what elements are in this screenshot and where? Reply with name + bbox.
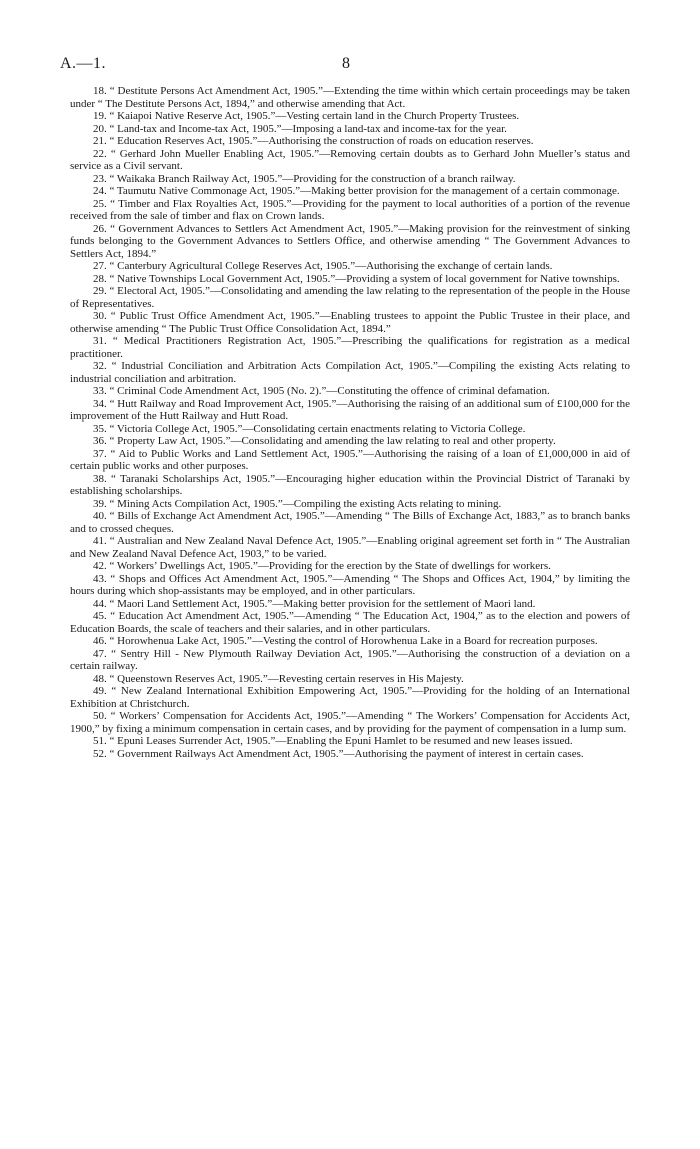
act-entry: 19. “ Kaiapoi Native Reserve Act, 1905.”—Vesting certain land in the Church Property Trustees. xyxy=(93,110,520,122)
act-entry: 21. “ Education Reserves Act, 1905.”—Authorising the construction of roads on education reserves. xyxy=(93,135,534,147)
act-entry: 39. “ Mining Acts Compilation Act, 1905.”—Compiling the existing Acts relating to mining. xyxy=(93,497,502,510)
act-entry: 45. “ Education Act Amendment Act, 1905.”—Amending “ The Education Act, 1904,” as to the election and powers of Education Boards, the scale of teachers and their salaries, and in other particulars. xyxy=(70,610,630,635)
act-entry: 43. “ Shops and Offices Act Amendment Act, 1905.”—Amending “ The Shops and Offices Act, 1904,” by limiting the hours during which shop-assistants may be employed, and in other particulars. xyxy=(70,572,630,597)
act-entry: 50. “ Workers’ Compensation for Accidents Act, 1905.”—Amending “ The Workers’ Compensation for Accidents Act, 1900,” by fixing a minimum compensation in certain cases, and by providing for the payment of compensation in a lump sum. xyxy=(70,710,630,735)
act-entry: 33. “ Criminal Code Amendment Act, 1905 (No. 2).”—Constituting the offence of criminal defamation. xyxy=(93,385,550,397)
acts-list xyxy=(70,85,630,760)
act-entry: 27. “ Canterbury Agricultural College Reserves Act, 1905.”—Authorising the exchange of certain lands. xyxy=(93,260,553,272)
act-entry: 31. “ Medical Practitioners Registration Act, 1905.”—Prescribing the qualifications for registration as a medical practitioner. xyxy=(70,335,630,360)
act-entry: 42. “ Workers’ Dwellings Act, 1905.”—Providing for the erection by the State of dwellings for workers. xyxy=(93,560,551,572)
act-entry: 47. “ Sentry Hill - New Plymouth Railway Deviation Act, 1905.”—Authorising the construction of a deviation on a certain railway. xyxy=(70,647,630,672)
act-entry: 28. “ Native Townships Local Government Act, 1905.”—Providing a system of local government for Native townships. xyxy=(93,272,620,285)
act-entry: 49. “ New Zealand International Exhibition Empowering Act, 1905.”—Providing for the holding of an International Exhibition at Christchurch. xyxy=(70,685,630,710)
page-number: 8 xyxy=(342,55,350,72)
act-entry: 23. “ Waikaka Branch Railway Act, 1905.”—Providing for the construction of a branch railway. xyxy=(93,172,516,185)
act-entry: 51. “ Epuni Leases Surrender Act, 1905.”—Enabling the Epuni Hamlet to be resumed and new leases issued. xyxy=(93,735,573,747)
act-entry: 46. “ Horowhenua Lake Act, 1905.”—Vesting the control of Horowhenua Lake in a Board for recreation purposes. xyxy=(93,635,598,647)
act-entry: 52. “ Government Railways Act Amendment Act, 1905.”—Authorising the payment of interest in certain cases. xyxy=(93,747,584,760)
act-entry: 40. “ Bills of Exchange Act Amendment Act, 1905.”—Amending “ The Bills of Exchange Act, 1883,” as to branch banks and to crossed cheques. xyxy=(70,510,630,535)
act-entry: 18. “ Destitute Persons Act Amendment Act, 1905.”—Extending the time within which certain proceedings may be taken under “ The Destitute Persons Act, 1894,” and otherwise amending that Act. xyxy=(70,85,630,110)
act-entry: 48. “ Queenstown Reserves Act, 1905.”—Revesting certain reserves in His Majesty. xyxy=(93,672,464,685)
parliamentary-paper-reference: A.—1. xyxy=(60,55,107,72)
act-entry: 22. “ Gerhard John Mueller Enabling Act, 1905.”—Removing certain doubts as to Gerhard John Mueller’s status and service as a Civil servant. xyxy=(70,147,630,172)
act-entry: 32. “ Industrial Conciliation and Arbitration Acts Compilation Act, 1905.”—Compiling the existing Acts relating to industrial conciliation and arbitration. xyxy=(70,360,630,385)
act-entry: 25. “ Timber and Flax Royalties Act, 1905.”—Providing for the payment to local authorities of a portion of the revenue received from the sale of timber and flax on Crown lands. xyxy=(70,197,630,222)
act-entry: 41. “ Australian and New Zealand Naval Defence Act, 1905.”—Enabling original agreement set forth in “ The Australian and New Zealand Naval Defence Act, 1903,” to be varied. xyxy=(70,535,630,560)
act-entry: 37. “ Aid to Public Works and Land Settlement Act, 1905.”—Authorising the raising of a loan of £1,000,000 in aid of certain public works and other purposes. xyxy=(70,447,630,472)
act-entry: 36. “ Property Law Act, 1905.”—Consolidating and amending the law relating to real and other property. xyxy=(93,435,556,447)
act-entry: 29. “ Electoral Act, 1905.”—Consolidating and amending the law relating to the representation of the people in the House of Representatives. xyxy=(70,285,630,310)
act-entry: 35. “ Victoria College Act, 1905.”—Consolidating certain enactments relating to Victoria College. xyxy=(93,422,526,435)
act-entry: 20. “ Land-tax and Income-tax Act, 1905.”—Imposing a land-tax and income-tax for the year. xyxy=(93,122,507,135)
page-header xyxy=(60,55,632,77)
act-entry: 30. “ Public Trust Office Amendment Act, 1905.”—Enabling trustees to appoint the Public Trustee in their place, and otherwise amending “ The Public Trust Office Consolidation Act, 1894.” xyxy=(70,310,630,335)
act-entry: 38. “ Taranaki Scholarships Act, 1905.”—Encouraging higher education within the Provincial District of Taranaki by establishing scholarships. xyxy=(70,472,630,497)
act-entry: 34. “ Hutt Railway and Road Improvement Act, 1905.”—Authorising the raising of an additional sum of £100,000 for the improvement of the Hutt Railway and Hutt Road. xyxy=(70,397,630,422)
act-entry: 26. “ Government Advances to Settlers Act Amendment Act, 1905.”—Making provision for the reinvestment of sinking funds belonging to the Government Advances to Settlers Office, and otherwise amending “ The Government Advances to Settlers Act, 1894.” xyxy=(70,222,630,260)
act-entry: 24. “ Taumutu Native Commonage Act, 1905.”—Making better provision for the management of a certain commonage. xyxy=(93,185,620,197)
act-entry: 44. “ Maori Land Settlement Act, 1905.”—Making better provision for the settlement of Maori land. xyxy=(93,597,536,610)
